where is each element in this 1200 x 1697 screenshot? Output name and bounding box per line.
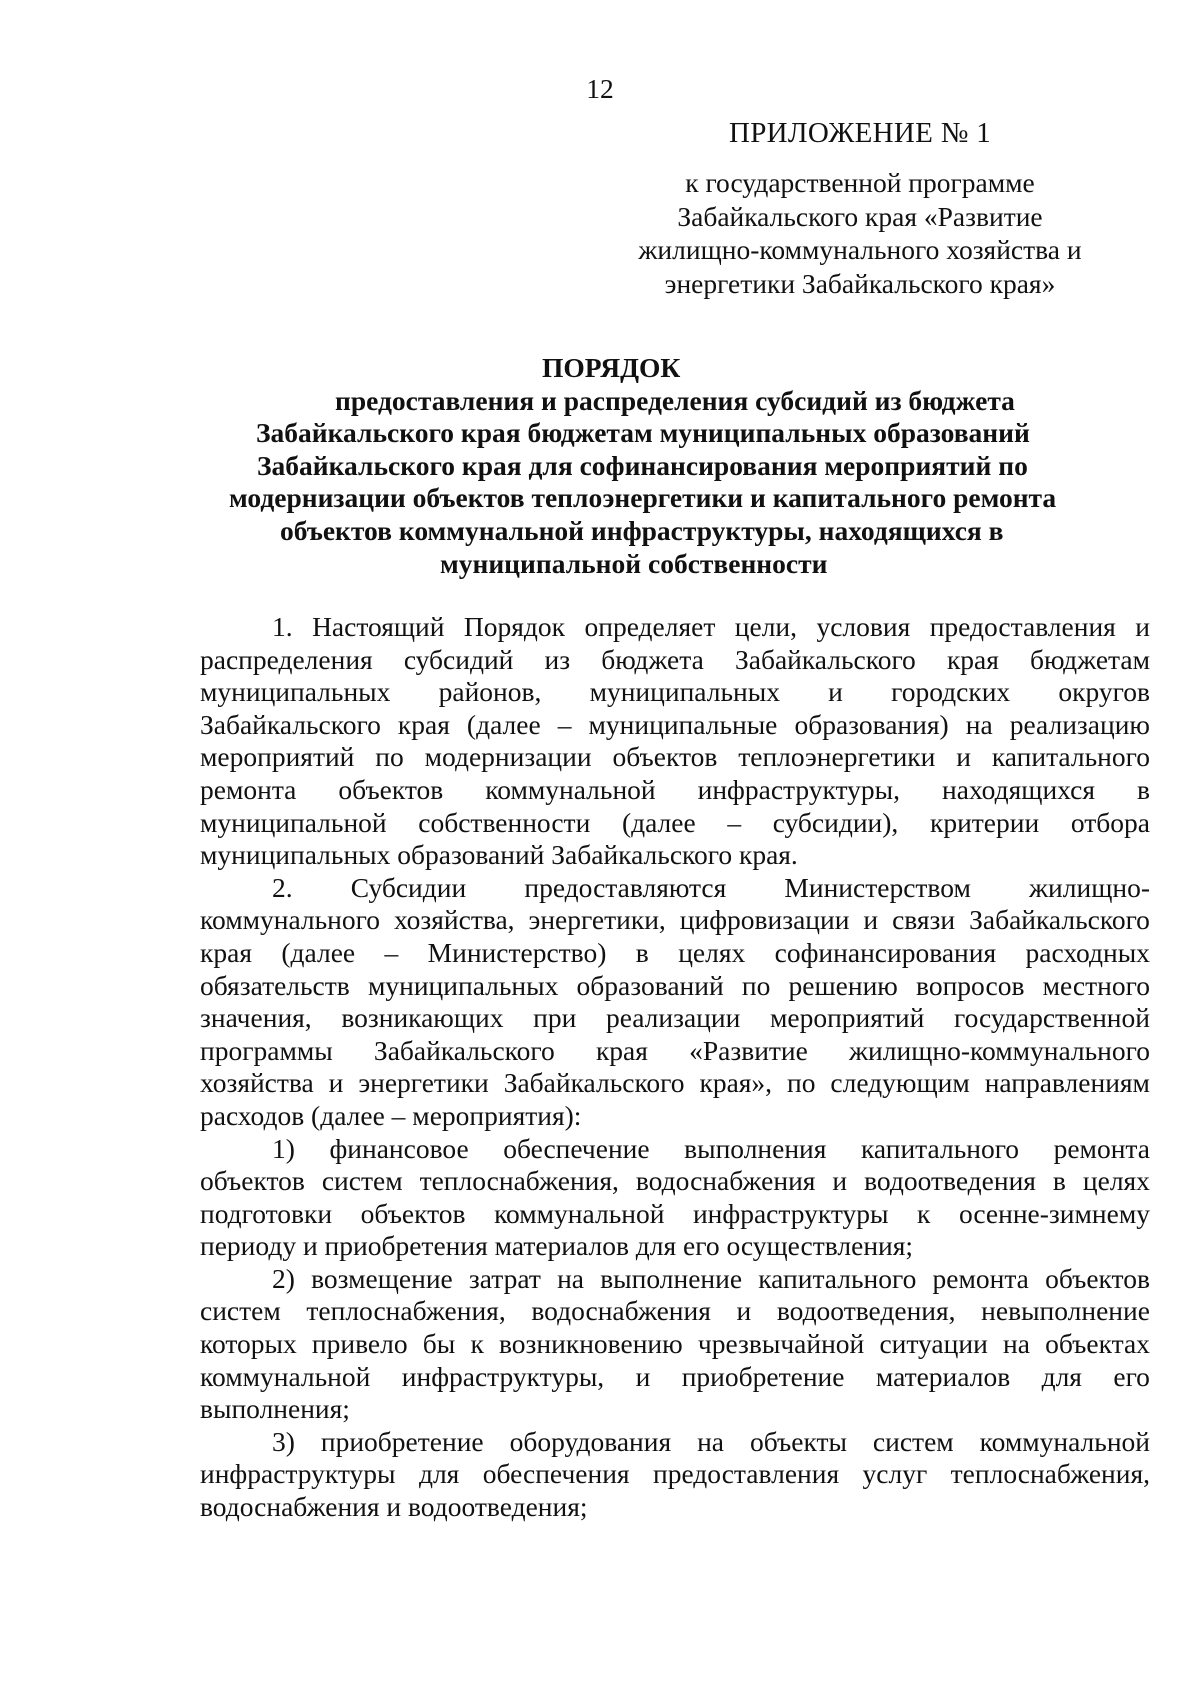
text-line [200,1491,1150,1524]
word: вопросов [916,969,1025,1001]
word: коммунальной [494,1197,665,1229]
word: 1. [272,611,293,642]
word: энергетики [358,1067,489,1099]
text-line [200,1035,1150,1068]
word: выполнения [684,1132,827,1164]
text-line [200,839,1150,872]
word: объектов [200,1165,305,1197]
word: – [727,806,742,838]
word: (далее [281,936,356,968]
word: теплоснабжения, [306,1295,506,1327]
word: бюджета [601,643,704,675]
word: – [384,936,399,968]
word: софинансирования [774,936,997,968]
word: значения, [200,1002,312,1034]
word: объектах [1045,1328,1150,1360]
word: подготовки [200,1197,333,1229]
text-line [200,1067,1150,1100]
word: на [1002,1328,1030,1360]
word: возмещение [311,1262,453,1294]
word: условия [816,611,911,642]
text-line [200,1393,1150,1426]
word: собственности [418,806,591,838]
paragraph [200,611,1150,872]
word: распределения [200,643,373,675]
word: расходов (далее – мероприятия): [200,1099,582,1131]
word: обеспечения [482,1458,630,1490]
word: следующим [830,1067,970,1099]
word: Забайкальского [734,643,916,675]
word: реализации [605,1002,741,1034]
word: возникающих [341,1002,504,1034]
word: в [1052,1165,1066,1197]
word: капитального [758,1262,917,1294]
word: обеспечение [503,1132,650,1164]
word: на [697,1425,725,1457]
word: по [786,1067,816,1099]
word: государственной [954,1002,1150,1034]
word: для [1041,1360,1082,1392]
word: в [635,936,649,968]
word: выполнения; [200,1393,350,1425]
word: Министерством [784,871,971,903]
text-line [200,611,1150,644]
word: жилищно- [1029,871,1150,903]
text-line [200,1165,1150,1198]
text-line [200,644,1150,677]
word: систем [872,1425,954,1457]
appendix-title: ПРИЛОЖЕНИЕ № 1 [728,117,992,149]
word: Настоящий [312,611,445,642]
word: края [946,643,999,675]
word: определяет [584,611,716,642]
word: систем [200,1295,281,1327]
text-line [200,676,1150,709]
word: к [917,1197,931,1229]
document-subtitle-line: Забайкальского края бюджетам муниципальных образований [256,417,1030,449]
word: коммунального [200,904,380,936]
text-line [200,1361,1150,1394]
appendix-subtitle-line: к государственной программе [685,167,1035,198]
word: капитального [860,1132,1020,1164]
word: его [1113,1360,1150,1392]
word: муниципальных [367,969,559,1001]
text-line [200,1426,1150,1459]
word: критерии [929,806,1040,838]
word: ремонта [932,1262,1029,1294]
word: (далее [621,806,696,838]
word: муниципальные [588,708,778,740]
word: инфраструктуры, [401,1360,605,1392]
word: теплоэнергетики [738,741,936,773]
document-subtitle-line: объектов коммунальной инфраструктуры, находящихся в [280,514,1004,546]
text-line [200,709,1150,742]
text-line [200,1458,1150,1491]
word: Забайкальского [200,708,381,740]
text-line [200,1198,1150,1231]
word: финансовое [329,1132,469,1164]
word: местного [1042,969,1150,1001]
appendix-subtitle-line: энергетики Забайкальского края» [664,267,1056,299]
paragraph [200,1426,1150,1524]
word: края [397,708,450,740]
word: целях [678,936,746,968]
text-line [200,807,1150,840]
word: водоснабжения [531,1295,711,1327]
word: муниципальных [200,676,391,708]
word: услуг [862,1458,928,1490]
word: (далее [466,708,541,740]
word: ремонта [1053,1132,1150,1164]
word: направлениям [984,1067,1150,1099]
word: предоставляются [524,871,727,903]
word: Порядок [463,611,566,642]
word: целях [1082,1165,1150,1197]
word: субсидий [403,643,514,675]
word: «Развитие [689,1034,808,1066]
word: цели, [734,611,798,642]
word: инфраструктуры [692,1197,889,1229]
word: на [965,708,993,740]
word: 1) [272,1132,295,1164]
word: бюджетам [1030,643,1150,675]
word: объектов [360,1197,466,1229]
text-line [200,1328,1150,1361]
word: на [557,1262,585,1294]
word: края [595,1034,648,1066]
page-number: 12 [586,73,614,104]
word: приобретение [320,1425,484,1457]
word: чрезвычайной [697,1328,865,1360]
text-line [200,1100,1150,1133]
word: находящихся [942,773,1095,805]
word: 3) [272,1425,295,1457]
word: водоотведения [864,1165,1036,1197]
paragraph [200,1263,1150,1426]
document-subtitle-line: модернизации объектов теплоэнергетики и капитального ремонта [229,482,1057,514]
text-line [200,774,1150,807]
word: и [956,741,971,773]
word: и [328,1067,344,1099]
document-subtitle-line: муниципальной собственности [440,547,828,579]
word: затрат [468,1262,541,1294]
word: коммунальной [485,773,656,805]
word: инфраструктуры [200,1458,396,1490]
paragraph [200,872,1150,1133]
word: объектов [338,773,444,805]
word: водоснабжения и водоотведения; [200,1491,588,1523]
text-line [200,970,1150,1003]
document-body [200,611,1150,1524]
word: при [533,1002,577,1034]
word: решению [788,969,898,1001]
word: бы [422,1328,456,1360]
word: и [832,1165,848,1197]
text-line [200,1295,1150,1328]
word: реализацию [1009,708,1150,740]
text-line [200,741,1150,774]
word: ремонта [200,773,297,805]
paragraph [200,1133,1150,1263]
word: мероприятий [200,741,355,773]
word: приобретение [681,1360,845,1392]
word: хозяйства, [393,904,515,936]
word: связи [892,904,956,936]
document-subtitle-line: предоставления и распределения субсидий из бюджета [335,384,1015,416]
text-line [200,872,1150,905]
document-subtitle-line: Забайкальского края для софинансирования мероприятий по [257,449,1028,481]
word: Забайкальского [969,904,1150,936]
word: предоставления [652,1458,840,1490]
word: водоснабжения [635,1165,816,1197]
text-line [200,904,1150,937]
text-line [200,1263,1150,1296]
text-line [200,1230,1150,1263]
word: отбора [1070,806,1150,838]
word: округов [1058,676,1150,708]
appendix-subtitle-line: жилищно-коммунального хозяйства и [638,234,1082,265]
word: ситуации [879,1328,988,1360]
text-line [200,1002,1150,1035]
word: по [375,741,404,773]
word: периоду и приобретения материалов для его осуществления; [200,1230,914,1262]
word: осенне-зимнему [958,1197,1150,1229]
word: 2) [272,1262,295,1294]
word: образований [576,969,724,1001]
word: и [635,1360,651,1392]
word: края [200,936,252,968]
word: оборудования [509,1425,672,1457]
word: районов, [438,676,542,708]
word: объектов [612,741,718,773]
word: жилищно-коммунального [849,1034,1150,1066]
word: коммунальной [979,1425,1150,1457]
word: муниципальных образований Забайкальского края. [200,839,798,871]
word: – [557,708,572,740]
word: инфраструктуры, [697,773,901,805]
word: теплоснабжения, [419,1165,619,1197]
word: городских [891,676,1011,708]
word: Субсидии [350,871,467,903]
word: предоставления [929,611,1116,642]
appendix-subtitle [610,166,1110,300]
word: которых [200,1328,297,1360]
text-line [200,1133,1150,1166]
word: расходных [1025,936,1150,968]
word: Забайкальского [373,1034,555,1066]
word: модернизации [424,741,592,773]
word: мероприятий [769,1002,925,1034]
appendix-subtitle-line: Забайкальского края «Развитие [677,200,1043,232]
word: материалов [875,1360,1011,1392]
word: объектов [1045,1262,1150,1294]
word: и [828,676,843,708]
word: муниципальной [200,806,387,838]
document-title: ПОРЯДОК [542,352,681,383]
word: коммунальной [200,1360,371,1392]
word: невыполнение [981,1295,1150,1327]
word: для [418,1458,460,1490]
word: субсидии), [772,806,899,838]
word: хозяйства [200,1067,314,1099]
word: по [741,969,771,1001]
word: водоотведения, [776,1295,956,1327]
word: систем [321,1165,403,1197]
word: объекты [749,1425,847,1457]
word: и [1135,611,1150,642]
word: и [736,1295,752,1327]
word: Забайкальского [503,1067,685,1099]
word: и [863,904,879,936]
word: теплоснабжения, [950,1458,1150,1490]
word: к [470,1328,484,1360]
word: Министерство) [427,936,607,968]
word: цифровизации [679,904,850,936]
word: программы [200,1034,333,1066]
word: 2. [272,871,293,903]
text-line [200,937,1150,970]
word: капитального [991,741,1150,773]
document-title-block [200,352,1200,580]
word: привело [311,1328,408,1360]
word: из [544,643,571,675]
word: муниципальных [589,676,780,708]
word: образования) [794,708,949,740]
word: возникновению [499,1328,683,1360]
word: в [1136,773,1150,805]
word: энергетики, [528,904,666,936]
word: края», [699,1067,773,1099]
word: выполнение [600,1262,743,1294]
word: обязательств [200,969,350,1001]
